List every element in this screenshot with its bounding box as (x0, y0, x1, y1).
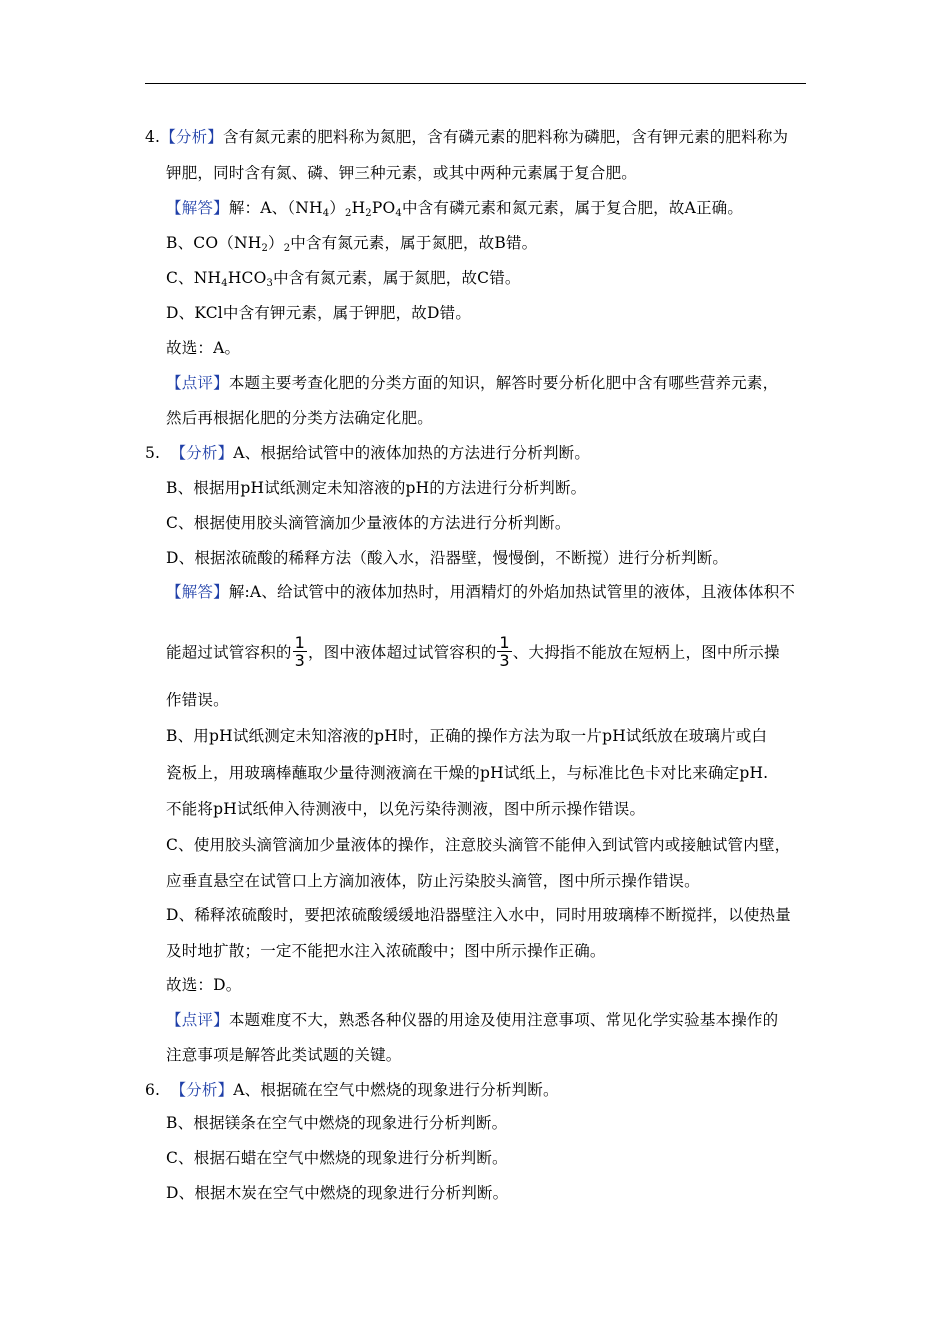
analysis-tag: 【分析】 (170, 444, 234, 462)
q5-analysis-c: C、根据使用胶头滴管滴加少量液体的方法进行分析判断。 (166, 514, 571, 532)
q5-comment-line-1: 【点评】本题难度不大，熟悉各种仪器的用途及使用注意事项、常见化学实验基本操作的 (166, 1011, 779, 1029)
q4-answer-a: 【解答】解：A、$(NH_4)_2H_2PO_4$中含有磷元素和氮元素，属于复合肥，故A正确。 (166, 199, 744, 219)
comment-tag: 【点评】 (166, 1011, 229, 1029)
question-number: 5. (145, 444, 161, 462)
q4-comment-line-1: 【点评】本题主要考查化肥的分类方面的知识，解答时要分析化肥中含有哪些营养元素， (166, 374, 779, 392)
q6-analysis-a: 6. 【分析】A、根据硫在空气中燃烧的现象进行分析判断。 (145, 1081, 559, 1099)
comment-tag: 【点评】 (166, 374, 229, 392)
answer-tag: 【解答】 (166, 583, 229, 601)
q5-comment-line-2: 注意事项是解答此类试题的关键。 (166, 1046, 402, 1064)
q5-choice: 故选：D。 (166, 976, 242, 994)
q4-analysis-line-2: 钾肥，同时含有氮、磷、钾三种元素，或其中两种元素属于复合肥。 (166, 164, 638, 182)
q5-answer-c-line-2: 应垂直悬空在试管口上方滴加液体，防止污染胶头滴管，图中所示操作错误。 (166, 872, 700, 890)
q4-analysis-line-1: 4.【分析】含有氮元素的肥料称为氮肥，含有磷元素的肥料称为磷肥，含有钾元素的肥料称为 (145, 128, 789, 146)
q5-answer-d-line-2: 及时地扩散；一定不能把水注入浓硫酸中；图中所示操作正确。 (166, 942, 606, 960)
header-rule (145, 83, 806, 84)
q4-comment-line-2: 然后再根据化肥的分类方法确定化肥。 (166, 409, 433, 427)
analysis-tag: 【分析】 (170, 1081, 234, 1099)
q5-answer-b-line-1: B、用pH试纸测定未知溶液的pH时，正确的操作方法为取一片pH试纸放在玻璃片或白 (166, 727, 768, 745)
analysis-tag: 【分析】 (160, 128, 224, 146)
q6-analysis-c: C、根据石蜡在空气中燃烧的现象进行分析判断。 (166, 1149, 508, 1167)
q5-answer-c-line-1: C、使用胶头滴管滴加少量液体的操作，注意胶头滴管不能伸入到试管内或接触试管内壁， (166, 836, 791, 854)
q5-analysis-b: B、根据用pH试纸测定未知溶液的pH的方法进行分析判断。 (166, 479, 587, 497)
q5-answer-a-line-3: 作错误。 (166, 691, 229, 709)
q5-answer-a-line-1: 【解答】解:A、给试管中的液体加热时，用酒精灯的外焰加热试管里的液体，且液体体积不 (166, 583, 796, 601)
fraction-one-third: $\frac{1}{3}$ (294, 633, 305, 670)
q4-answer-c: C、$NH_4HCO_3$中含有氮元素，属于氮肥，故C错。 (166, 269, 521, 289)
answer-tag: 【解答】 (166, 199, 229, 217)
q5-analysis-a: 5. 【分析】A、根据给试管中的液体加热的方法进行分析判断。 (145, 444, 591, 462)
q4-answer-b: B、$CO(NH_2)_2$中含有氮元素，属于氮肥，故B错。 (166, 234, 538, 254)
q5-analysis-d: D、根据浓硫酸的稀释方法（酸入水，沿器壁，慢慢倒，不断搅）进行分析判断。 (166, 549, 729, 567)
q6-analysis-b: B、根据镁条在空气中燃烧的现象进行分析判断。 (166, 1114, 508, 1132)
q5-answer-a-line-2: 能超过试管容积的 $\frac{1}{3}$ ，图中液体超过试管容积的 $\frac{1}{3}$ 、大拇指不能放在短柄上，图中所示操 (166, 633, 780, 670)
question-number: 4. (145, 128, 161, 146)
fraction-one-third: $\frac{1}{3}$ (499, 633, 510, 670)
q5-answer-d-line-1: D、稀释浓硫酸时，要把浓硫酸缓缓地沿器壁注入水中，同时用玻璃棒不断搅拌，以使热量 (166, 906, 791, 924)
q5-answer-b-line-2: 瓷板上，用玻璃棒蘸取少量待测液滴在干燥的pH试纸上，与标准比色卡对比来确定pH. (166, 764, 769, 782)
q6-analysis-d: D、根据木炭在空气中燃烧的现象进行分析判断。 (166, 1184, 509, 1202)
q5-answer-b-line-3: 不能将pH试纸伸入待测液中，以免污染待测液，图中所示操作错误。 (166, 800, 646, 818)
question-number: 6. (145, 1081, 161, 1099)
q4-choice: 故选：A。 (166, 339, 241, 357)
q4-answer-d: D、KCl中含有钾元素，属于钾肥，故D错。 (166, 304, 472, 322)
